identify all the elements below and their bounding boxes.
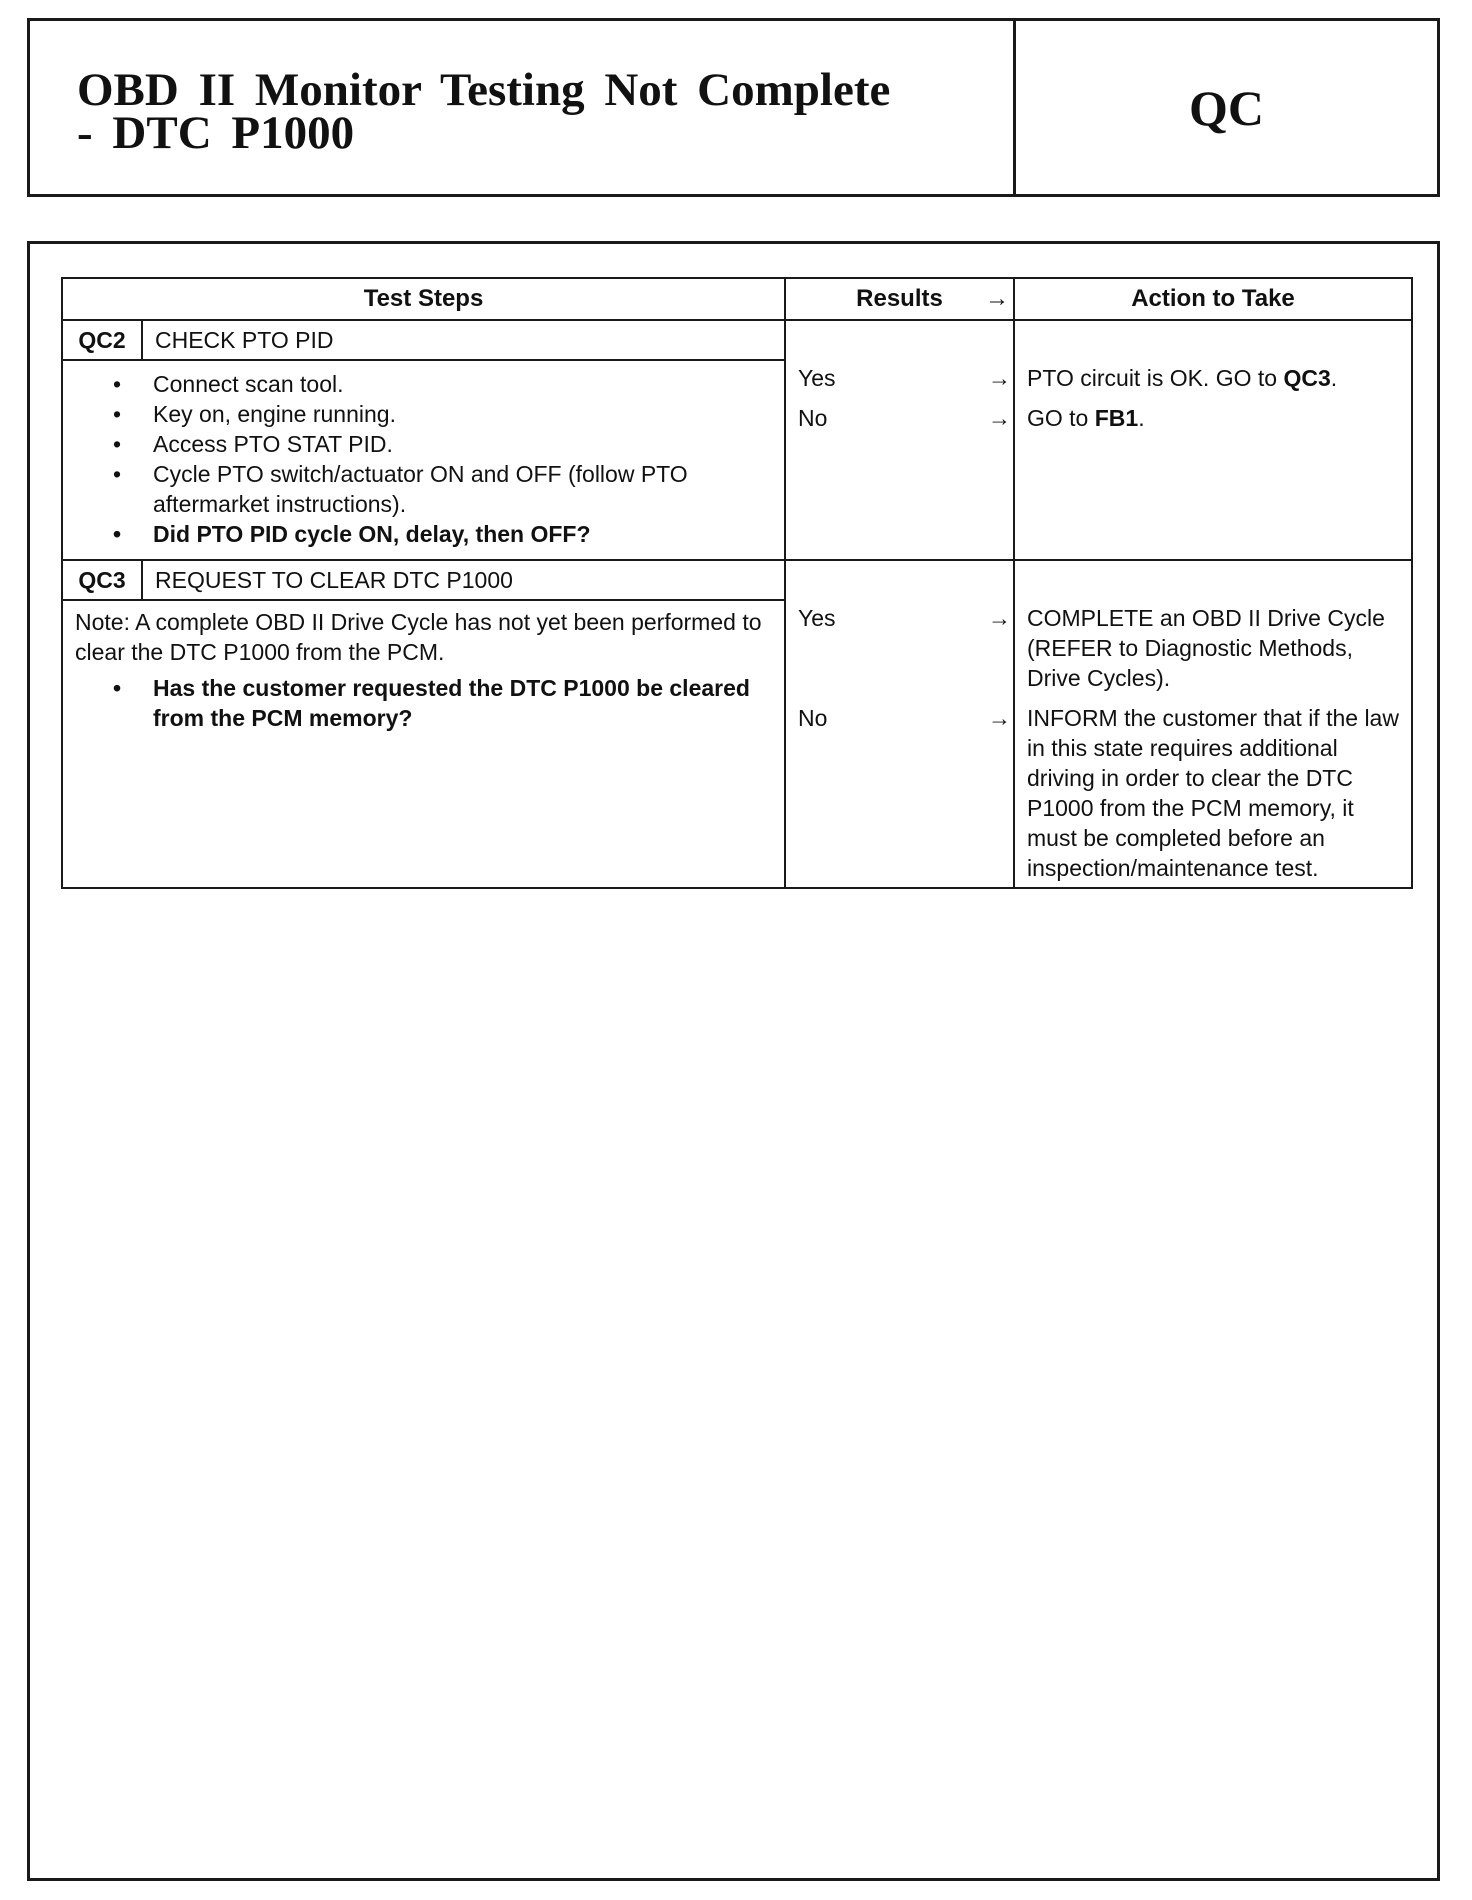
action-no-qc3: INFORM the customer that if the law in this state requires additional driving in order to clear the DTC P1000 from the PCM memory, it must be completed before an inspection/maintenance test.: [1027, 705, 1399, 881]
step-body-qc2: [62, 360, 785, 560]
header-action: Action to Take: [1014, 278, 1412, 320]
header-results-label: Results: [856, 285, 943, 312]
header-test-steps: Test Steps: [62, 278, 785, 320]
action-cell-qc2: [1014, 320, 1412, 560]
step-title-qc3: REQUEST TO CLEAR DTC P1000: [142, 560, 785, 600]
step-row-qc3-title: [62, 560, 1412, 600]
result-yes-qc3: Yes →: [798, 605, 1011, 631]
step-body-qc3: [62, 600, 785, 888]
step-code-qc2: QC2: [62, 320, 142, 360]
header-box: [27, 18, 1440, 197]
step-code-qc3: QC3: [62, 560, 142, 600]
step-bullets-qc2: [63, 369, 784, 549]
list-item: • Key on, engine running.: [113, 399, 784, 429]
action-no-qc2: GO to FB1.: [1027, 405, 1145, 431]
action-yes-qc2: PTO circuit is OK. GO to QC3.: [1027, 365, 1338, 391]
arrow-icon: →: [985, 285, 1009, 312]
arrow-icon: →: [988, 705, 1011, 731]
result-no-qc3: No →: [798, 705, 1011, 731]
table-header-row: [62, 278, 1412, 320]
page-title: [30, 21, 1016, 194]
arrow-icon: →: [988, 605, 1011, 631]
step-bullets-qc3: [63, 673, 784, 733]
step-row-qc2-title: [62, 320, 1412, 360]
step-title-qc2: CHECK PTO PID: [142, 320, 785, 360]
list-item: • Access PTO STAT PID.: [113, 429, 784, 459]
results-cell-qc3: [785, 560, 1014, 888]
list-item: • Cycle PTO switch/actuator ON and OFF (follow PTO aftermarket instructions).: [113, 459, 784, 519]
main-content-box: [27, 241, 1440, 1881]
section-code: QC: [1189, 79, 1264, 136]
result-yes-qc2: Yes →: [798, 365, 1011, 391]
step-question-qc3: • Has the customer requested the DTC P1000 be cleared from the PCM memory?: [113, 673, 784, 733]
list-item: • Connect scan tool.: [113, 369, 784, 399]
step-question-qc2: • Did PTO PID cycle ON, delay, then OFF?: [113, 519, 784, 549]
results-cell-qc2: [785, 320, 1014, 560]
test-steps-table: [61, 277, 1413, 889]
header-results: [785, 278, 1014, 320]
arrow-icon: →: [988, 365, 1011, 391]
result-no-qc2: No →: [798, 405, 1011, 431]
arrow-icon: →: [988, 405, 1011, 431]
action-cell-qc3: [1014, 560, 1412, 888]
title-line-2: - DTC P1000: [77, 107, 355, 159]
title-line-1: OBD II Monitor Testing Not Complete: [77, 64, 891, 116]
step-note-qc3: Note: A complete OBD II Drive Cycle has not yet been performed to clear the DTC P1000 from the PCM.: [75, 609, 762, 665]
action-yes-qc3: COMPLETE an OBD II Drive Cycle (REFER to Diagnostic Methods, Drive Cycles).: [1027, 605, 1385, 691]
